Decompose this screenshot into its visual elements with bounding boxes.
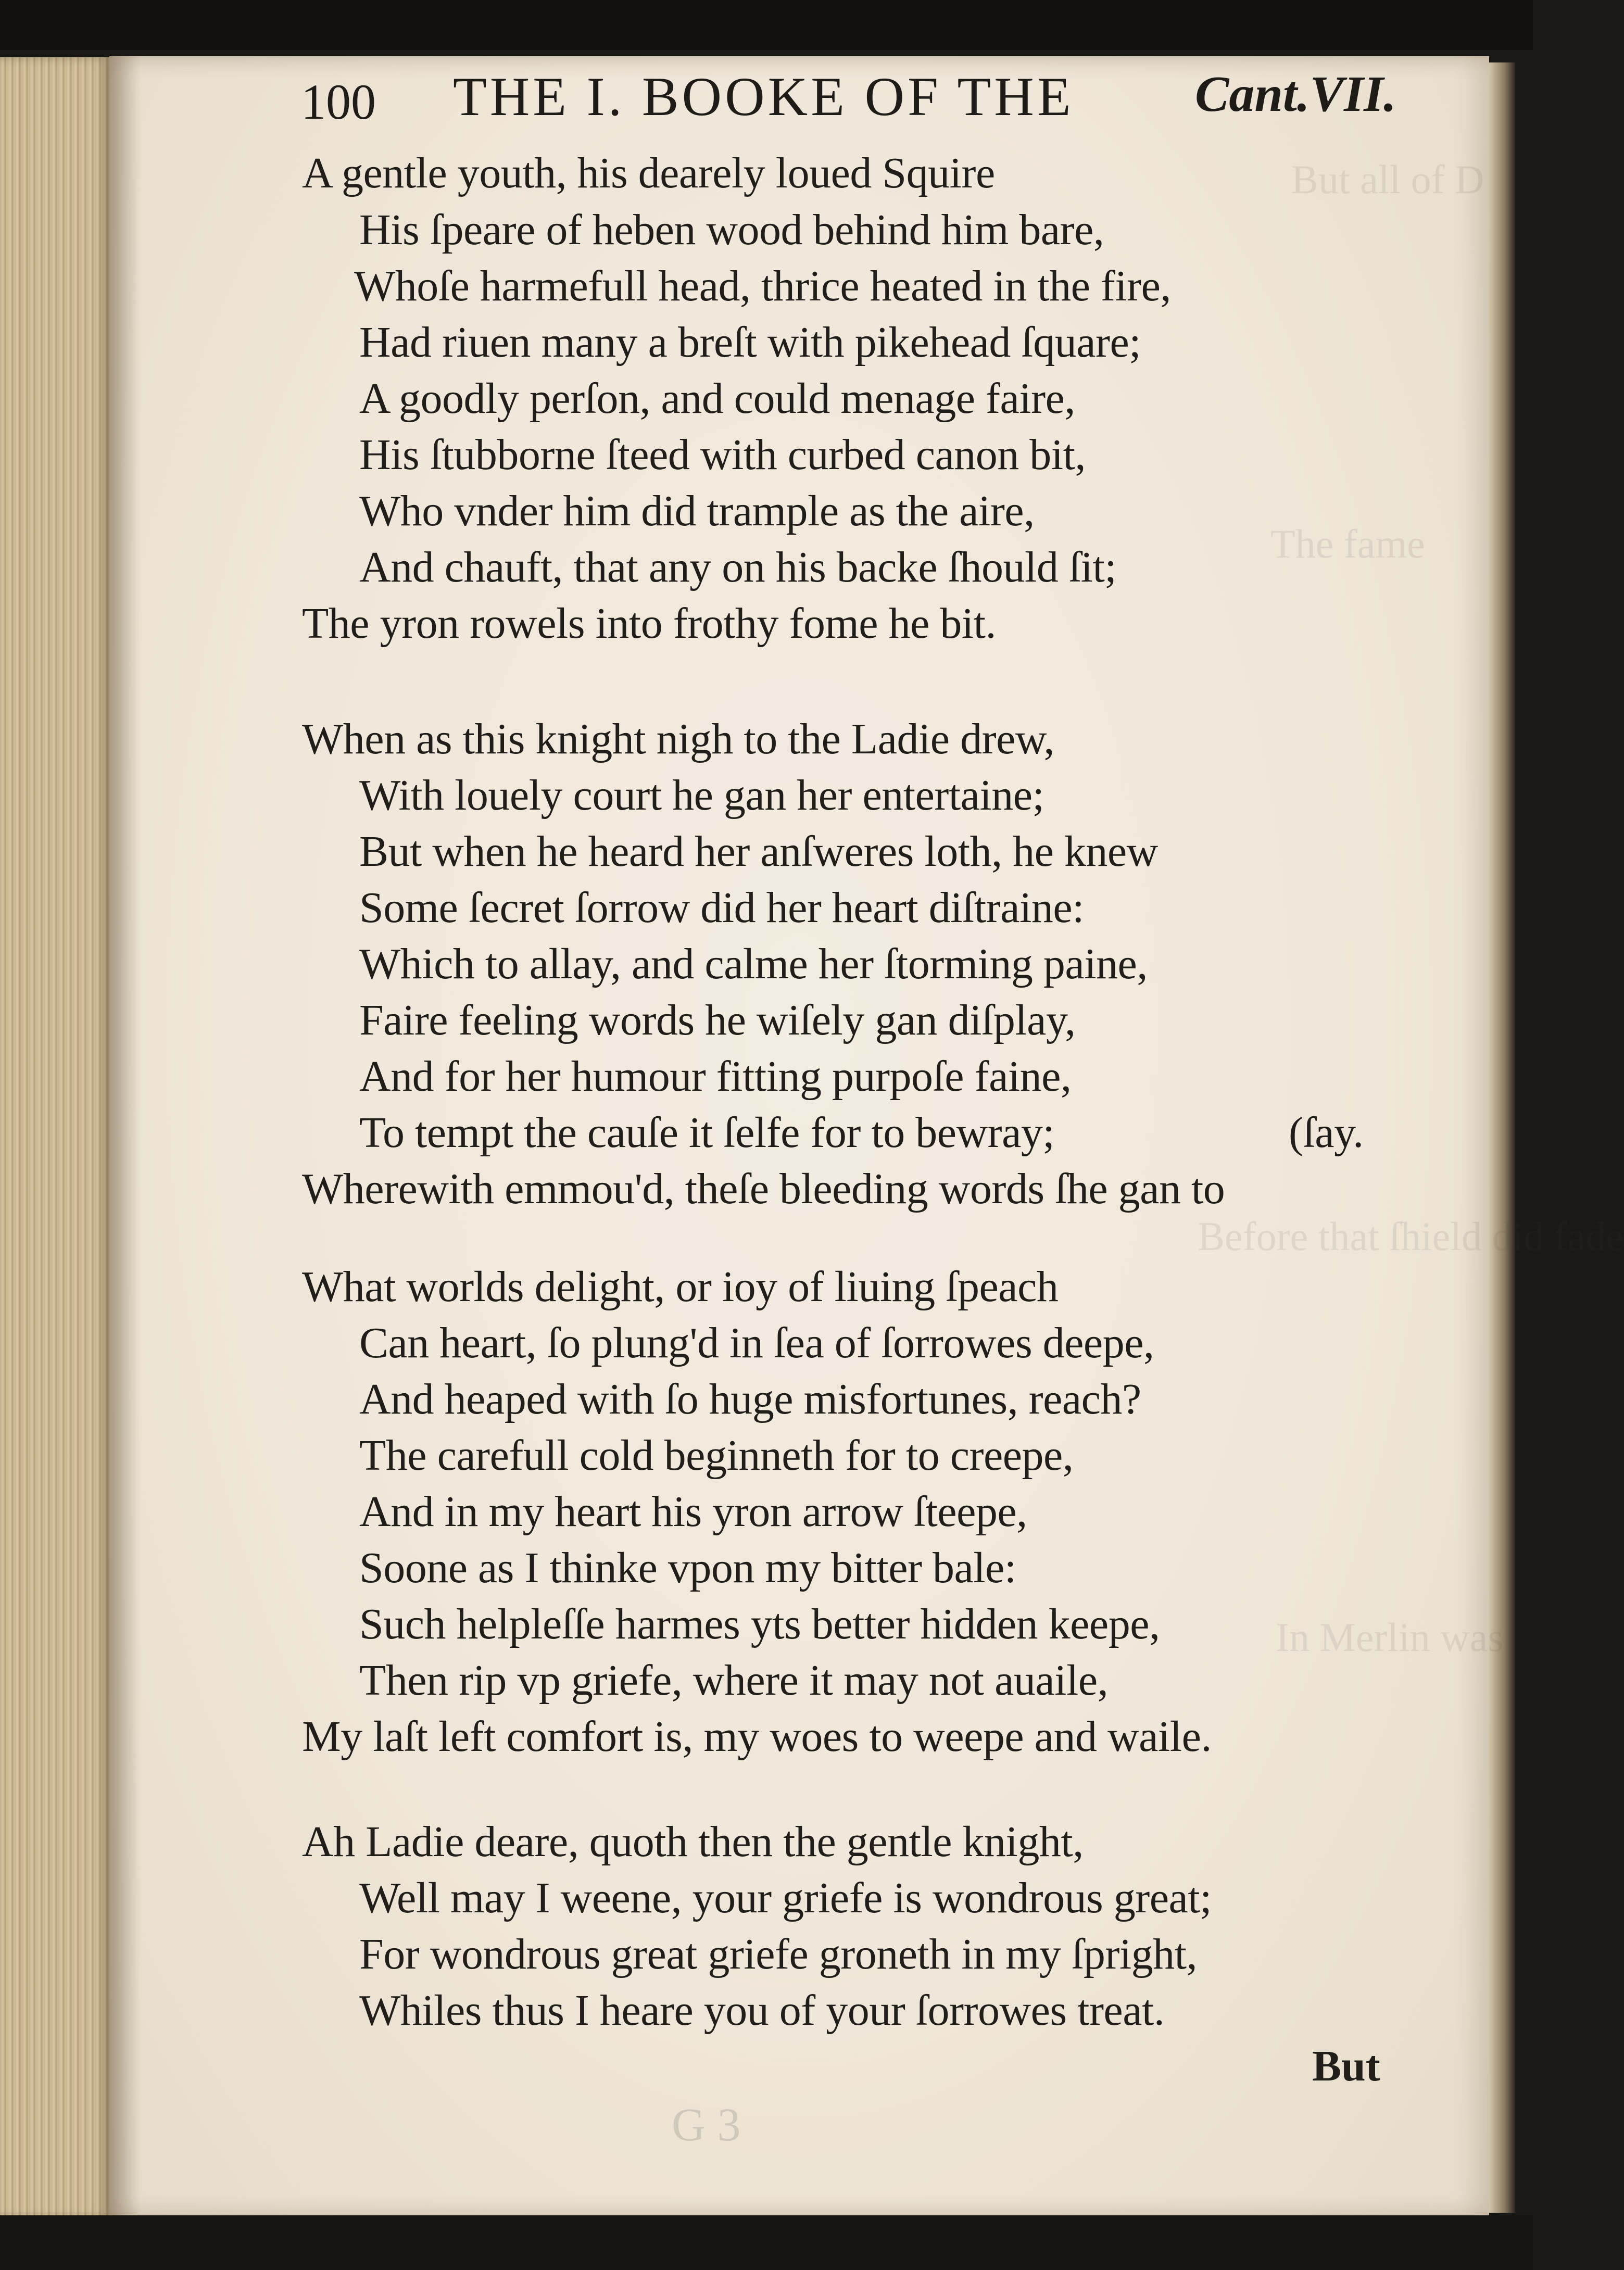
scan-background-top (0, 0, 1533, 50)
verse-line: And in my heart his yron arrow ſteepe, (359, 1487, 1027, 1536)
verse-line: My laſt left comfort is, my woes to weepe and waile. (302, 1712, 1212, 1761)
verse-line: Then rip vp griefe, where it may not auaile, (359, 1656, 1109, 1705)
scan-background-bottom (0, 2215, 1533, 2270)
page-right-edge (1489, 62, 1515, 2213)
verse-line: When as this knight nigh to the Ladie drew, (302, 715, 1055, 763)
verse-line: Ah Ladie deare, quoth then the gentle knight, (302, 1818, 1084, 1866)
signature-mark: G 3 (672, 2099, 741, 2151)
verse-line: His ſtubborne ſteed with curbed canon bit, (359, 431, 1086, 479)
verse-line: Whiles thus I heare you of your ſorrowes treat. (359, 1986, 1165, 2035)
catchword: But (1312, 2042, 1380, 2090)
verse-line: Which to allay, and calme her ſtorming paine, (359, 940, 1148, 988)
verse-line: A goodly perſon, and could menage faire, (359, 374, 1075, 423)
show-through: Before that ſhield did fade (1198, 1214, 1624, 1259)
verse-line: What worlds delight, or ioy of liuing ſpeach (302, 1263, 1059, 1311)
verse-line: Some ſecret ſorrow did her heart diſtraine: (359, 884, 1084, 932)
show-through: But all of D (1291, 157, 1484, 202)
verse-line: Faire feeling words he wiſely gan diſplay, (359, 996, 1076, 1044)
running-head: THE I. BOOKE OF THE (453, 66, 1074, 127)
page-number: 100 (301, 74, 376, 130)
page-edges (0, 57, 109, 2218)
show-through: In Merlin was (1276, 1615, 1504, 1660)
verse-line: And chauft, that any on his backe ſhould ſit; (359, 543, 1117, 591)
show-through: The fame (1270, 521, 1425, 566)
verse-line: Had riuen many a breſt with pikehead ſquare; (359, 318, 1141, 367)
verse-line: To tempt the cauſe it ſelfe for to bewray; (359, 1108, 1055, 1157)
verse-line: The yron rowels into frothy fome he bit. (302, 599, 997, 648)
verse-line: His ſpeare of heben wood behind him bare, (359, 206, 1104, 254)
verse-line: But when he heard her anſweres loth, he knew (359, 827, 1158, 876)
verse-line: Wherewith emmou'd, theſe bleeding words ſhe gan to (302, 1165, 1225, 1213)
verse-line: Soone as I thinke vpon my bitter bale: (359, 1544, 1016, 1592)
verse-line: Can heart, ſo plung'd in ſea of ſorrowes deepe, (359, 1319, 1154, 1367)
verse-line: Well may I weene, your griefe is wondrous great; (359, 1874, 1212, 1922)
verse-line: Whoſe harmefull head, thrice heated in the fire, (354, 262, 1171, 310)
verse-line: For wondrous great griefe groneth in my ſpright, (359, 1930, 1197, 1978)
verse-line: And for her humour fitting purpoſe faine, (359, 1052, 1072, 1101)
verse-line: A gentle youth, his dearely loued Squire (302, 149, 995, 197)
verse-line: And heaped with ſo huge misfortunes, reach? (359, 1375, 1141, 1423)
verse-line: Who vnder him did trample as the aire, (359, 487, 1035, 535)
turnover-word: (ſay. (1289, 1108, 1364, 1157)
gutter-shadow (109, 56, 141, 2217)
verse-line: Such helpleſſe harmes yts better hidden keepe, (359, 1600, 1160, 1648)
canto-label: Cant.VII. (1195, 66, 1396, 122)
verse-line: The carefull cold beginneth for to creepe, (359, 1431, 1074, 1480)
verse-line: With louely court he gan her entertaine; (359, 771, 1044, 819)
